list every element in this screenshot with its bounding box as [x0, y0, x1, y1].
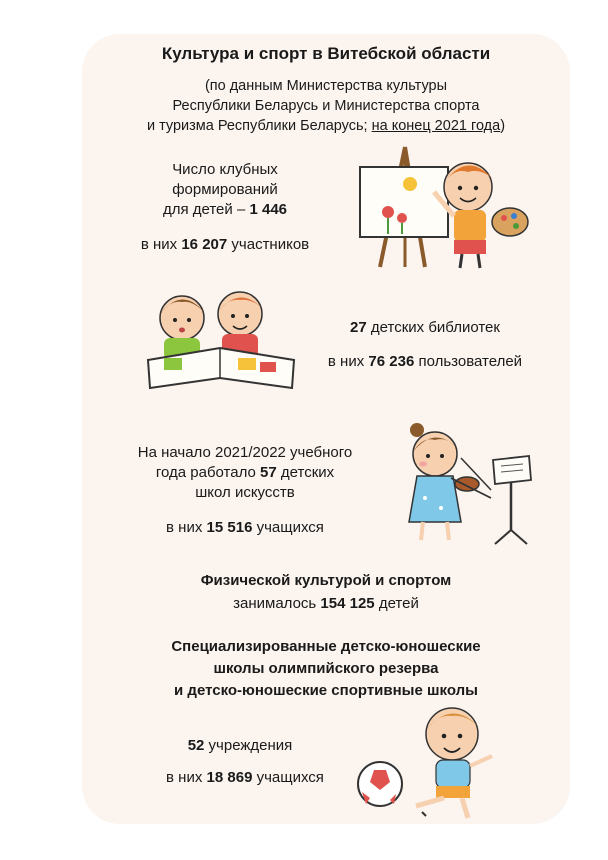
- reading-children-illustration: [142, 282, 302, 394]
- painting-child-illustration: [350, 142, 530, 272]
- art-schools-value: 57: [260, 464, 277, 481]
- olympic-schools-students: в них 18 869 учащихся: [166, 769, 324, 786]
- sport-participants: занималось 154 125 детей: [233, 595, 419, 612]
- clubs-count: Число клубных формирований для детей – 1 446: [162, 161, 288, 218]
- sport-value: 154 125: [320, 595, 375, 612]
- date-note: на конец 2021 года: [371, 118, 501, 134]
- source-line-2: Республики Беларусь и Министерства спорта: [172, 98, 480, 114]
- source-note: [82, 76, 570, 136]
- source-line-3: и туризма Республики Беларусь; на конец 2021 года): [146, 118, 506, 134]
- libraries-count: 27 детских библиотек: [350, 319, 500, 336]
- olympic-schools-heading: Специализированные детско-юношеские школы олимпийского резерва и детско-юношеские спортивные школы: [171, 638, 481, 699]
- source-line-1: (по данным Министерства культуры: [204, 78, 448, 94]
- olympic-students-value: 18 869: [206, 769, 253, 786]
- violinist-illustration: [395, 418, 555, 546]
- libraries-value: 27: [350, 319, 367, 336]
- libraries-users-value: 76 236: [368, 353, 415, 370]
- art-schools-students: в них 15 516 учащихся: [166, 519, 324, 536]
- art-schools-count: На начало 2021/2022 учебного года работало 57 детских школ искусств: [137, 444, 353, 501]
- olympic-schools-count: 52 учреждения: [187, 737, 293, 754]
- clubs-value: 1 446: [249, 201, 288, 218]
- olympic-count-value: 52: [187, 737, 205, 754]
- page-title: Культура и спорт в Витебской области: [161, 44, 491, 63]
- clubs-members-value: 16 207: [181, 236, 228, 253]
- art-schools-students-value: 15 516: [206, 519, 253, 536]
- sport-heading: Физической культурой и спортом: [200, 572, 452, 589]
- clubs-members: в них 16 207 участников: [140, 236, 310, 253]
- football-boy-illustration: [356, 700, 506, 824]
- libraries-users: в них 76 236 пользователей: [327, 353, 523, 370]
